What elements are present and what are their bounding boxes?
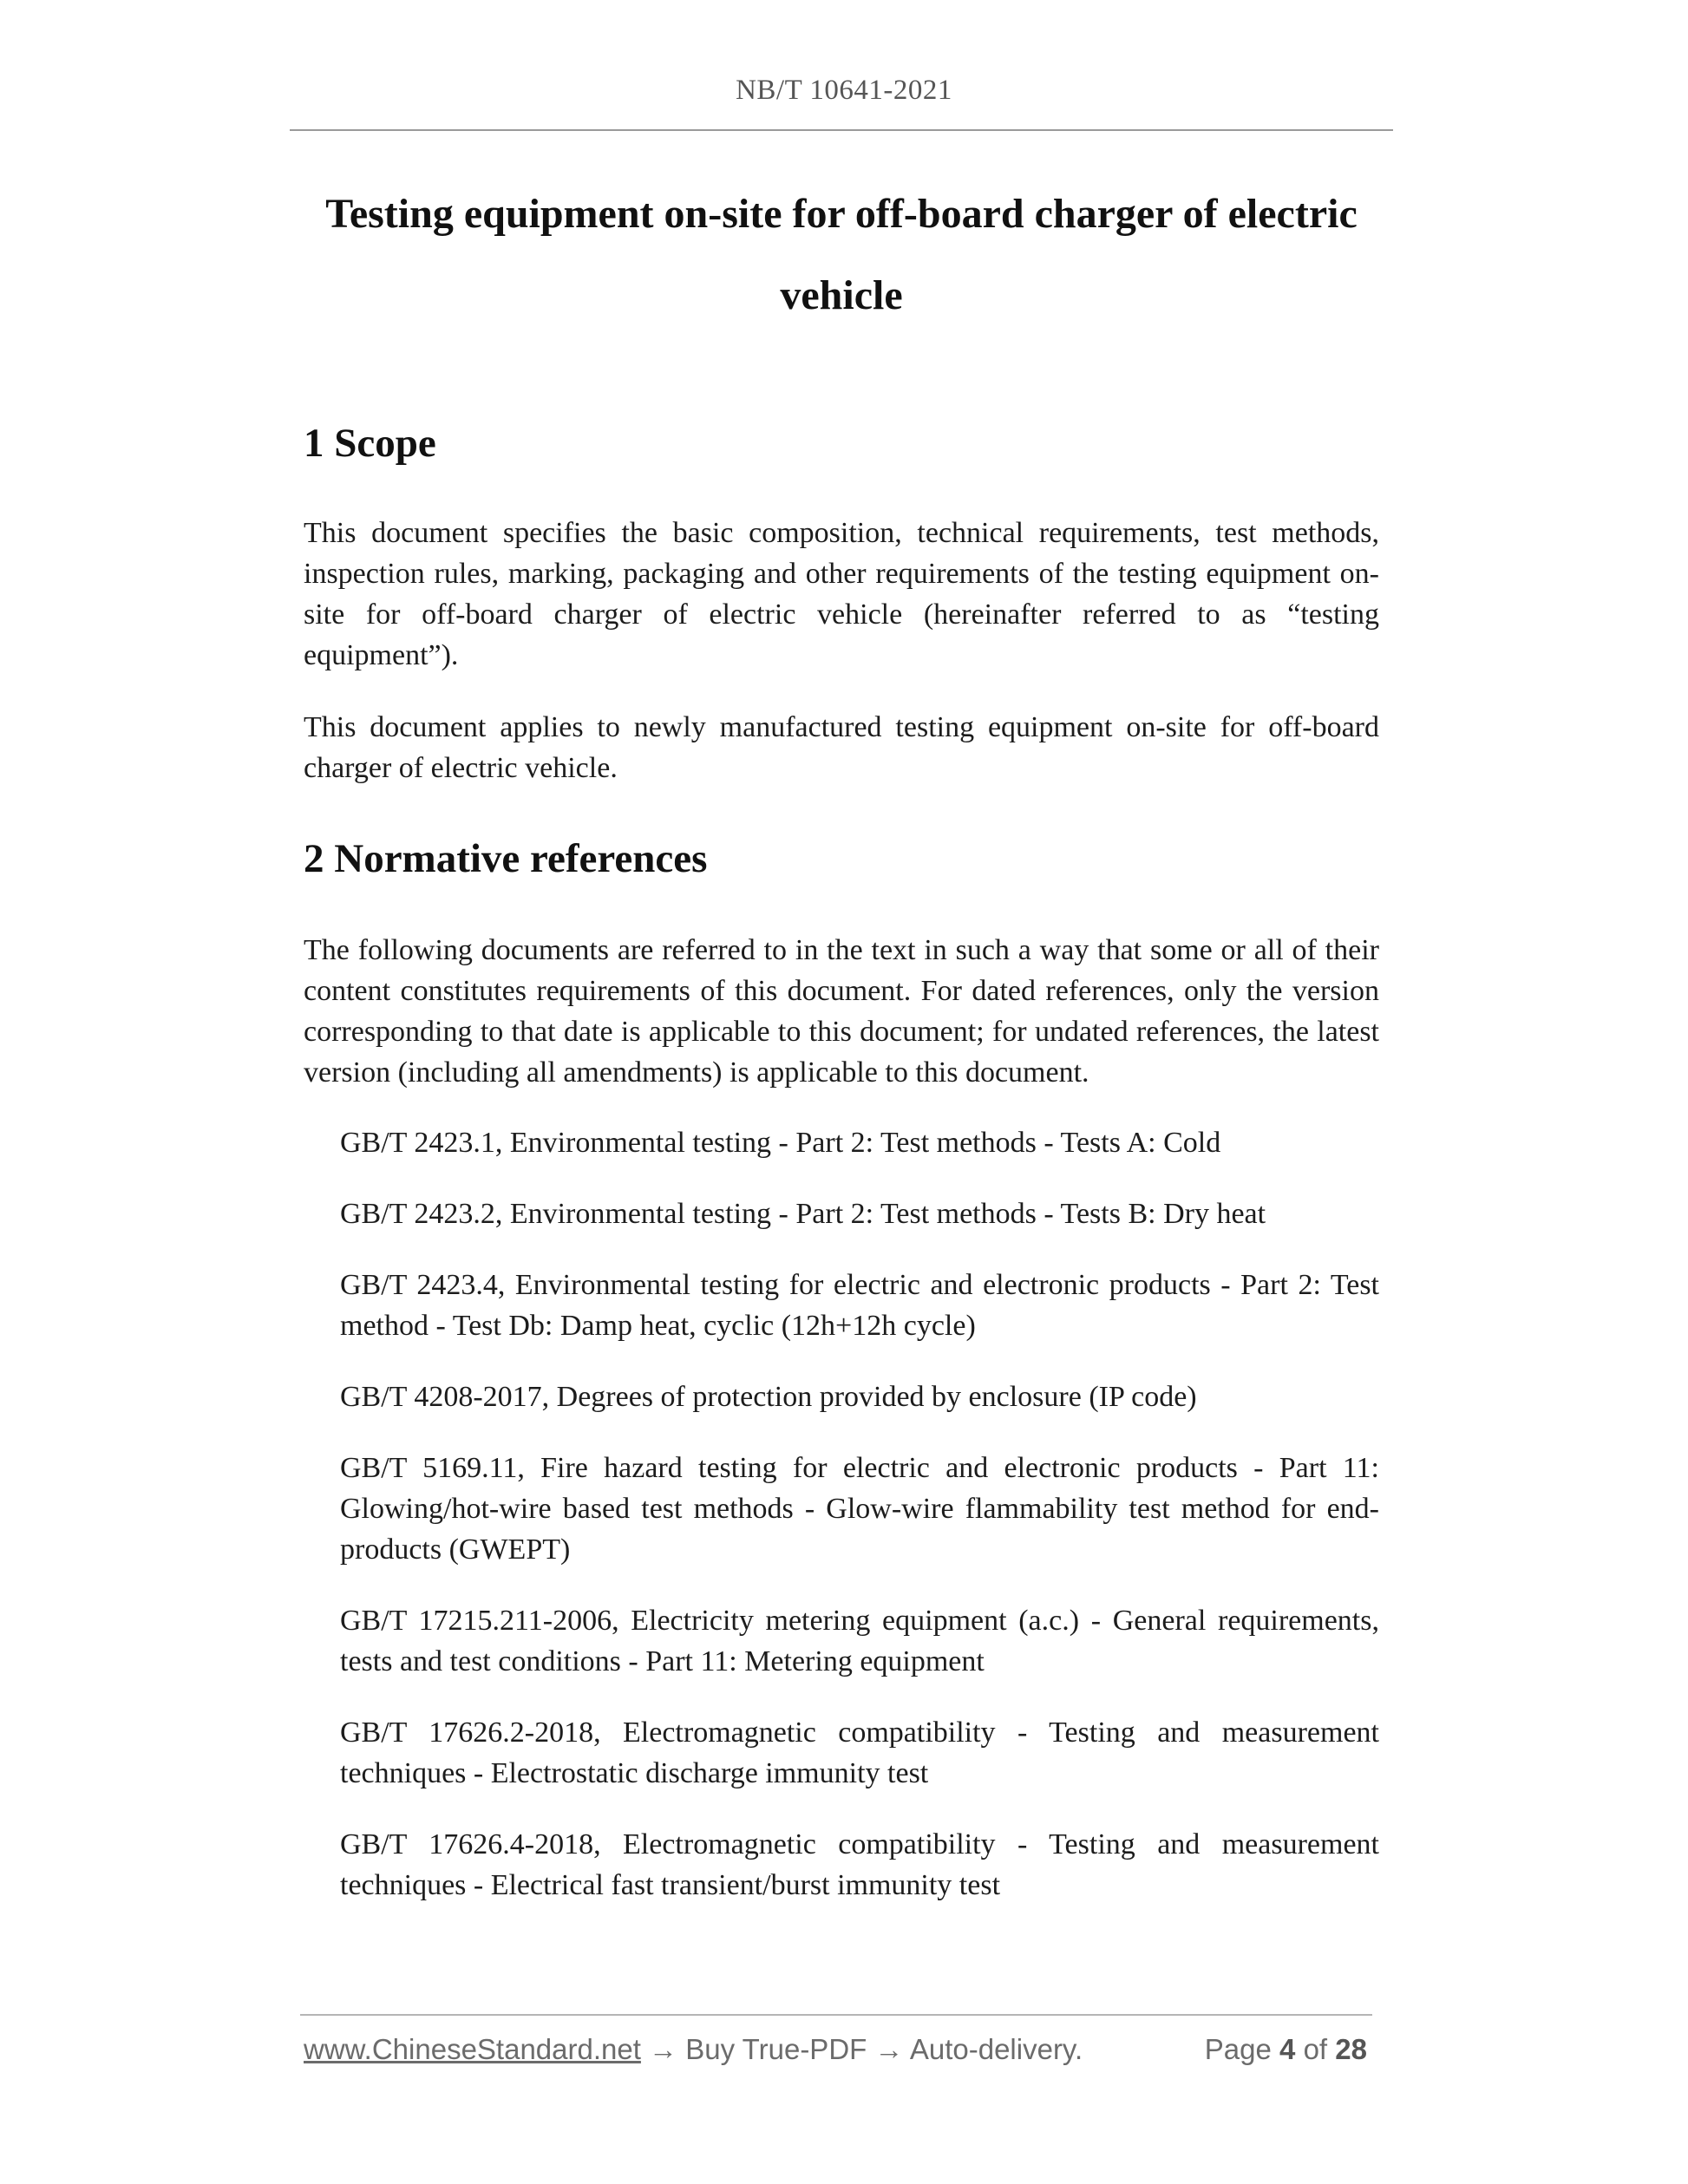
reference-item: GB/T 2423.4, Environmental testing for electric and electronic products - Part 2: Test method - Test Db: Damp heat, cyclic (12h+12h cycle) bbox=[340, 1269, 1379, 1342]
document-title-line-1: Testing equipment on-site for off-board charger of electric bbox=[325, 191, 1358, 237]
scope-paragraph-1: This document specifies the basic composition, technical requirements, test methods, inspection rules, marking, packaging and other requirements of the testing equipment on-site for off-board charger of electric vehicle (hereinafter referred to as “testing equipment”). bbox=[304, 517, 1379, 671]
reference-item: GB/T 5169.11, Fire hazard testing for electric and electronic products - Part 11: Glowing/hot-wire based test methods - Glow-wire flammability test method for end-products (GWEPT) bbox=[340, 1452, 1379, 1566]
page-label: Page bbox=[1204, 2033, 1272, 2065]
arrow-right-icon: → bbox=[649, 2033, 678, 2065]
reference-item: GB/T 17626.4-2018, Electromagnetic compatibility - Testing and measurement techniques - Electrical fast transient/burst immunity test bbox=[340, 1828, 1379, 1901]
section-heading-normative-references: 2 Normative references bbox=[304, 836, 708, 881]
buy-true-pdf-text: Buy True-PDF bbox=[685, 2033, 867, 2065]
page-of-label: of bbox=[1303, 2033, 1328, 2065]
current-page-number: 4 bbox=[1279, 2033, 1296, 2065]
website-link[interactable]: www.ChineseStandard.net bbox=[304, 2033, 641, 2065]
standard-code-header: NB/T 10641-2021 bbox=[736, 75, 952, 106]
reference-item: GB/T 17626.2-2018, Electromagnetic compatibility - Testing and measurement techniques - Electrostatic discharge immunity test bbox=[340, 1716, 1379, 1789]
document-title-line-2: vehicle bbox=[780, 272, 903, 318]
reference-item: GB/T 17215.211-2006, Electricity metering equipment (a.c.) - General requirements, tests and test conditions - Part 11: Metering equipment bbox=[340, 1605, 1379, 1677]
header-divider bbox=[290, 129, 1393, 131]
total-page-number: 28 bbox=[1335, 2033, 1367, 2065]
scope-paragraph-2: This document applies to newly manufactured testing equipment on-site for off-board charger of electric vehicle. bbox=[304, 711, 1379, 784]
reference-list bbox=[340, 1122, 1379, 1936]
footer-divider bbox=[300, 2014, 1372, 2016]
page-number-indicator bbox=[1205, 2033, 1367, 2066]
reference-item: GB/T 2423.1, Environmental testing - Part 2: Test methods - Tests A: Cold bbox=[340, 1127, 1221, 1159]
section-heading-scope: 1 Scope bbox=[304, 421, 436, 466]
auto-delivery-text: Auto-delivery. bbox=[909, 2033, 1083, 2065]
footer-promo bbox=[304, 2033, 1083, 2066]
arrow-right-icon: → bbox=[874, 2033, 904, 2065]
normative-references-intro: The following documents are referred to in the text in such a way that some or all of their content constitutes requirements of this document. For dated references, only the version corresponding to that date is applicable to this document; for undated references, the latest version (including all amendments) is applicable to this document. bbox=[304, 934, 1379, 1089]
document-title bbox=[290, 173, 1393, 337]
reference-item: GB/T 4208-2017, Degrees of protection provided by enclosure (IP code) bbox=[340, 1381, 1197, 1413]
reference-item: GB/T 2423.2, Environmental testing - Part 2: Test methods - Tests B: Dry heat bbox=[340, 1198, 1266, 1230]
